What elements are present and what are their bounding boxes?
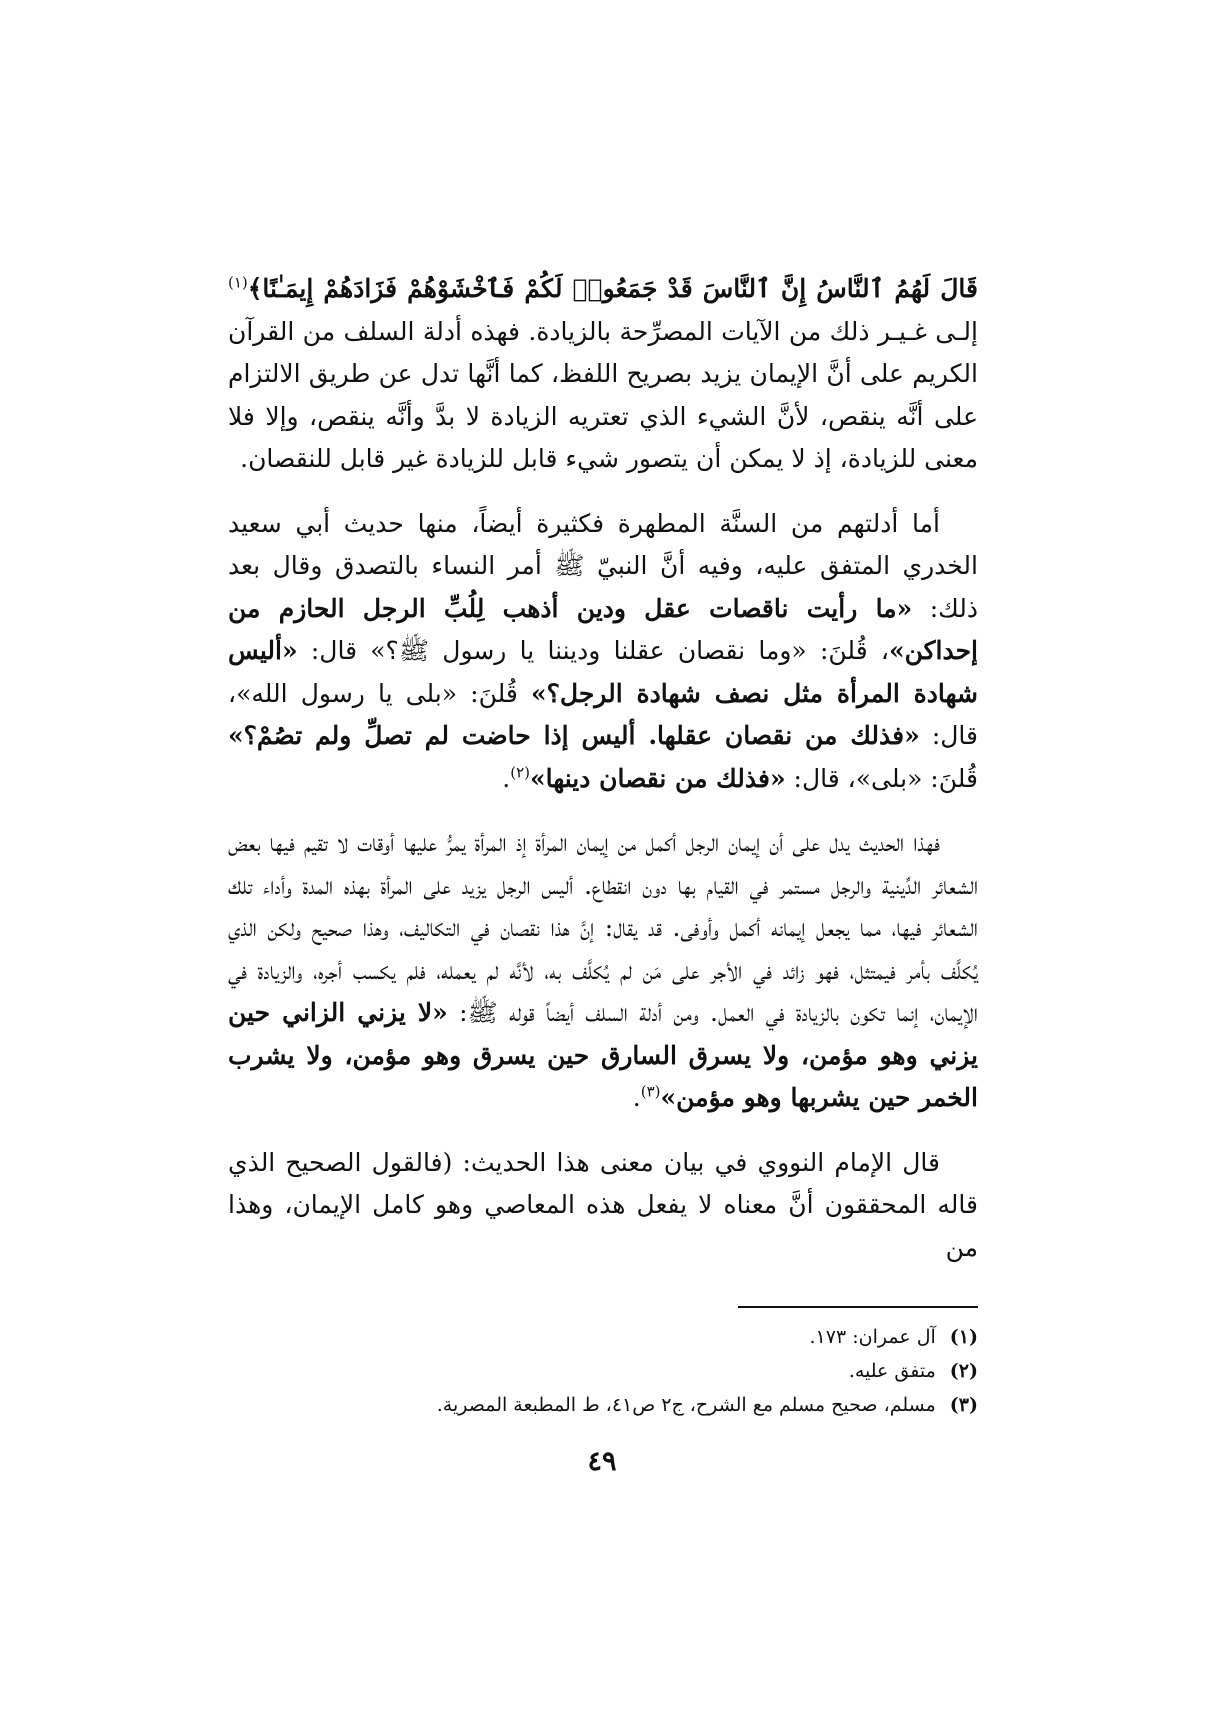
footnote-number: (٣) <box>949 1394 978 1416</box>
quran-verse: قَالَ لَهُمُ ٱلنَّاسُ إِنَّ ٱلنَّاسَ قَدْ جَمَعُوا۟ لَكُمْ فَٱخْشَوْهُمْ فَزَادَهُمْ إِيمَـٰنًا﴾ <box>247 274 978 303</box>
paragraph-nawawi: قال الإمام النووي في بيان معنى هذا الحديث: (فالقول الصحيح الذي قاله المحققون أنَّ معناه لا يفعل هذه المعاصي وهو كامل الإيمان، وهذا من <box>228 1147 978 1262</box>
hadith-quote: «ما رأيت ناقصات عقل ودين أذهب لِلُبِّ الرجل الحازم من إحداكن» <box>228 593 978 665</box>
footnote-text: آل عمران: ١٧٣. <box>809 1326 936 1348</box>
paragraph-commentary <box>228 822 978 1120</box>
footnote-3 <box>300 1388 978 1422</box>
footnote-text: مسلم، صحيح مسلم مع الشرح، ج٢ ص٤١، ط المطبعة المصرية. <box>436 1394 936 1416</box>
footnote-ref-1: (١) <box>228 273 248 292</box>
footnote-text: متفق عليه. <box>848 1360 936 1382</box>
hadith-quote: «لا يزني الزاني حين يزني وهو مؤمن، ولا يسرق السارق حين يسرق وهو مؤمن، ولا يشرب الخمر حين يشربها وهو مؤمن» <box>228 998 978 1112</box>
footnotes <box>300 1320 978 1422</box>
footnote-2 <box>300 1354 978 1388</box>
paragraph-text: قُلنَ: «بلى يا رسول الله»، قال: <box>228 678 978 750</box>
footnote-1 <box>300 1320 978 1354</box>
footnote-ref-2: (٢) <box>510 763 530 782</box>
paragraph-text: . <box>632 1083 641 1112</box>
footnote-number: (٢) <box>949 1360 978 1382</box>
paragraph-text: إلـى غـيـر ذلك من الآيات المصرِّحة بالزيادة. فهذه أدلة السلف من القرآن الكريم على أنَّ الإيمان يزيد بصريح اللفظ، كما أنَّها تدل عن طريق الالتزام على أنَّه ينقص، لأنَّ الشيء الذي تعتريه الزيادة لا بدَّ وأنَّه ينقص، وإلا فلا معنى للزيادة، إذ لا يمكن أن يتصور شيء قابل للزيادة غير قابل للنقصان. <box>228 316 978 473</box>
hadith-quote: «فذلك من نقصان عقلها. أليس إذا حاضت لم تصلِّ ولم تصُمْ؟» <box>228 721 920 750</box>
paragraph-text: أما أدلتهم من السنَّة المطهرة فكثيرة أيضاً، منها حديث أبي سعيد الخدري المتفق عليه، وفيه أنَّ النبيّ ﷺ أمر النساء بالتصدق وقال بعد ذلك: <box>228 508 978 623</box>
paragraph-hadith-abu-said <box>228 503 978 801</box>
paragraph-text: فهذا الحديث يدل على أن إيمان الرجل أكمل من إيمان المرأة إذ المرأة يمرُّ عليها أوقات لا تقيم فيها بعض الشعائر الدِّينية والرجل مستمر في القيام بها دون انقطاع. أليس الرجل يزيد على المرأة بهذه المدة وأداء تلك الشعائر فيها، مما يجعل إيمانه أكمل وأوفى. قد يقال: إنَّ هذا نقصان في التكاليف، وهذا صحيح ولكن الذي يُكلَّف بأمر فيمتثل، فهو زائد في الأجر على مَن لم يُكلَّف به، لأنَّه لم يعمله، فلم يكسب أجره، والزيادة في الإيمان، إنما تكون بالزيادة في العمل. ومن أدلة السلف أيضاً قوله ﷺ: <box>228 828 978 1027</box>
hadith-quote: «أليس شهادة المرأة مثل نصف شهادة الرجل؟» <box>228 636 978 708</box>
hadith-quote: «فذلك من نقصان دينها» <box>529 763 786 793</box>
footnote-separator <box>738 1306 978 1308</box>
paragraph-quran-verse <box>228 268 978 481</box>
body-text <box>228 268 978 1291</box>
footnote-ref-3: (٣) <box>640 1082 661 1101</box>
page-number: ٤٩ <box>587 1446 617 1477</box>
paragraph-text: . <box>502 763 511 793</box>
paragraph-text: ، قُلنَ: «وما نقصان عقلنا وديننا يا رسول ﷺ؟» قال: <box>297 636 889 665</box>
paragraph-text: قُلنَ: «بلى»، قال: <box>785 763 978 793</box>
footnote-number: (١) <box>949 1326 978 1348</box>
